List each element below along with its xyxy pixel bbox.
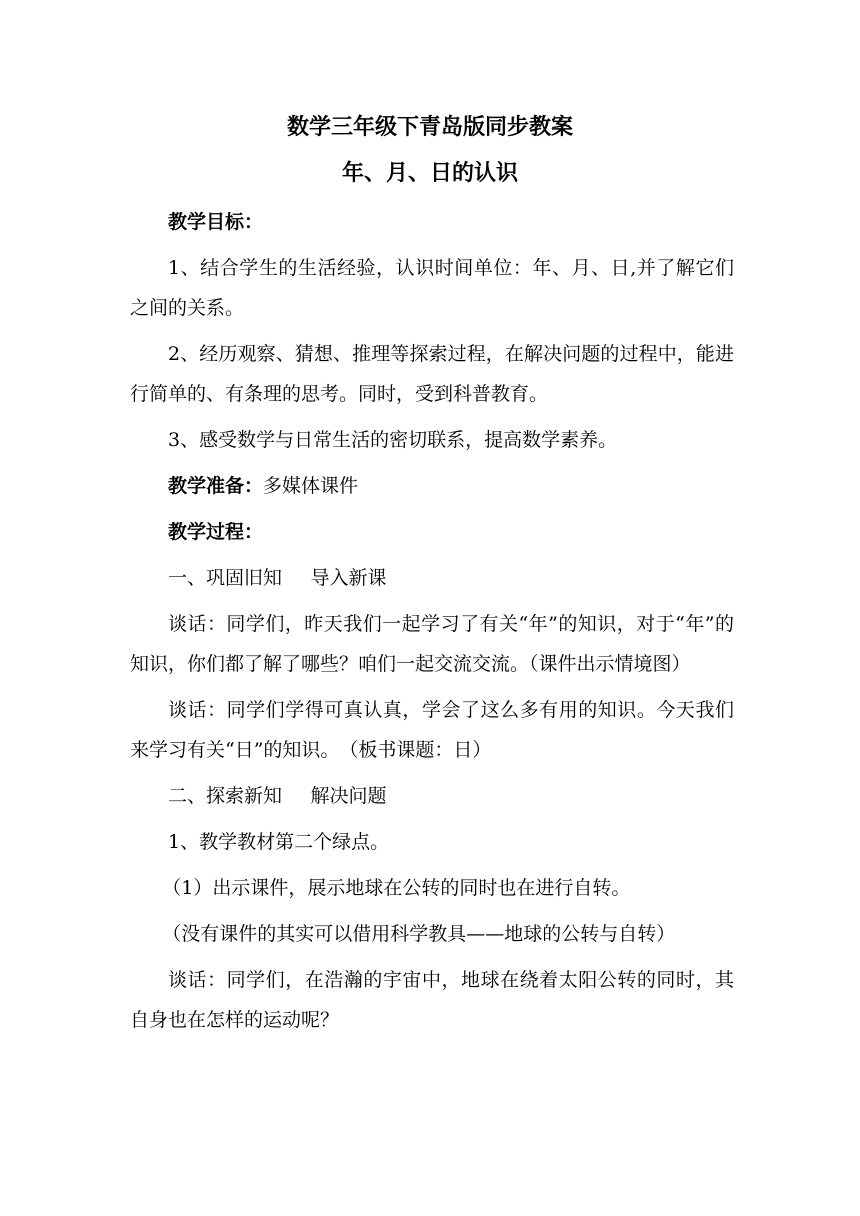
document-title: 数学三年级下青岛版同步教案 bbox=[286, 114, 573, 140]
objective-2: 2、经历观察、猜想、推理等探索过程，在解决问题的过程中，能进行简单的、有条理的思考。同时，受到科普教育。 bbox=[130, 343, 734, 405]
preparation-heading: 教学准备： bbox=[168, 475, 264, 497]
section-2-heading bbox=[130, 776, 734, 816]
process-heading: 教学过程： bbox=[168, 521, 264, 543]
section-1-title-a: 一、巩固旧知 bbox=[168, 567, 283, 589]
lesson-title: 年、月、日的认识 bbox=[341, 160, 518, 186]
section-2-title-a: 二、探索新知 bbox=[168, 785, 283, 807]
talk-paragraph-3: 谈话：同学们，在浩瀚的宇宙中，地球在绕着太阳公转的同时，其自身也在怎样的运动呢？ bbox=[130, 969, 734, 1031]
objectives-heading: 教学目标： bbox=[168, 211, 264, 233]
talk-paragraph-1: 谈话：同学们，昨天我们一起学习了有关“年”的知识，对于“年”的知识，你们都了解了哪些？咱们一起交流交流。（课件出示情境图） bbox=[130, 613, 734, 675]
talk-paragraph-2: 谈话：同学们学得可真认真，学会了这么多有用的知识。今天我们来学习有关“日”的知识。 （板书课题：日） bbox=[130, 699, 734, 761]
objective-3: 3、感受数学与日常生活的密切联系，提高数学素养。 bbox=[168, 429, 618, 451]
item-1-note: （没有课件的其实可以借用科学教具——地球的公转与自转） bbox=[162, 923, 676, 945]
preparation-line bbox=[130, 466, 734, 506]
objective-1: 1、结合学生的生活经验，认识时间单位：年、月、日,并了解它们之间的关系。 bbox=[130, 257, 734, 319]
item-1-1: （1）出示课件，展示地球在公转的同时也在进行自转。 bbox=[162, 877, 631, 899]
document-body bbox=[130, 202, 734, 1046]
item-1: 1、教学教材第二个绿点。 bbox=[168, 831, 390, 853]
section-1-title-b: 导入新课 bbox=[310, 567, 387, 589]
section-1-heading bbox=[130, 558, 734, 598]
section-2-title-b: 解决问题 bbox=[310, 785, 387, 807]
preparation-text: 多媒体课件 bbox=[263, 475, 359, 497]
